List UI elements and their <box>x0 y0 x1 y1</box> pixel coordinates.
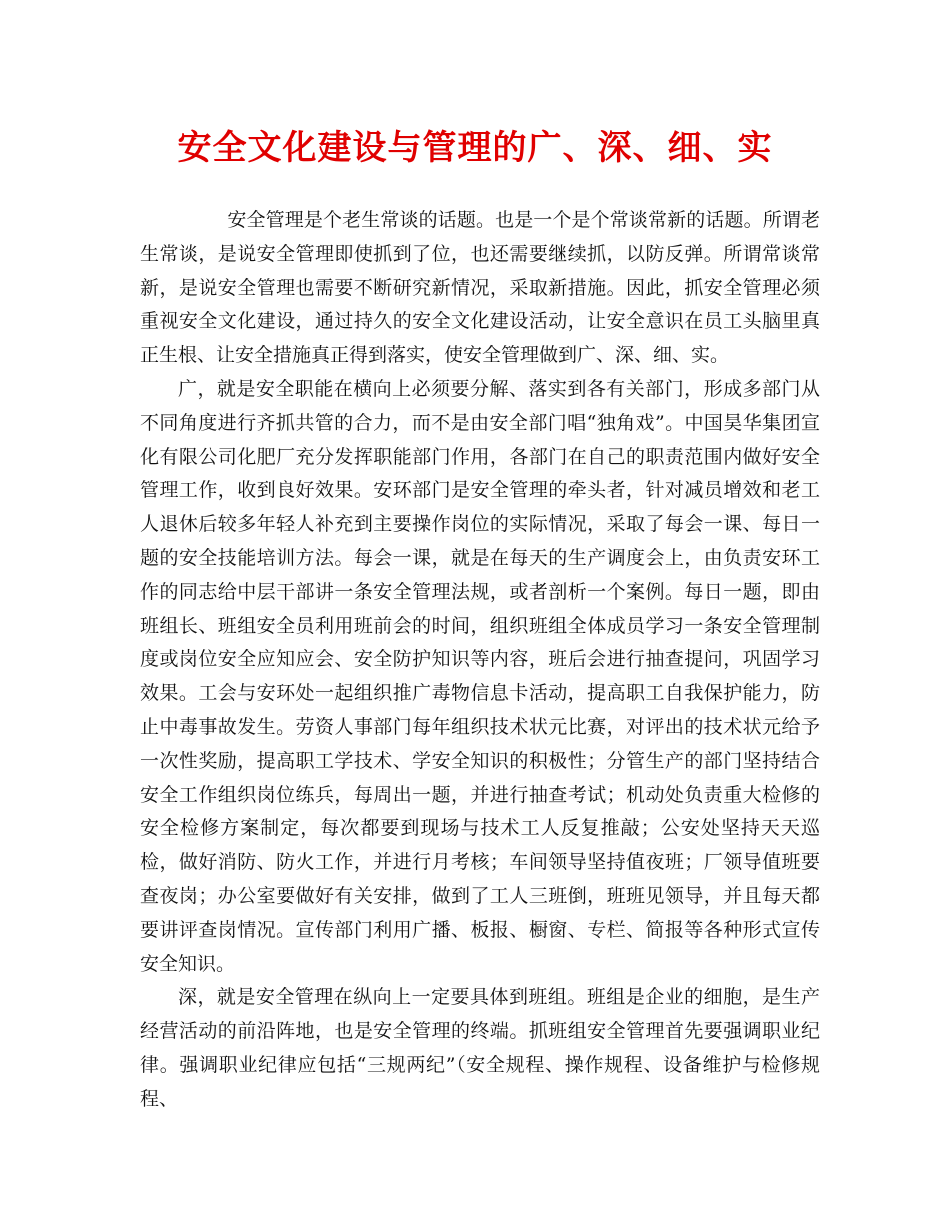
paragraph-shen: 深，就是安全管理在纵向上一定要具体到班组。班组是企业的细胞，是生产经营活动的前沿阵地，也是安全管理的终端。抓班组安全管理首先要强调职业纪律。强调职业纪律应包括“三规两纪”（安全规程、操作规程、设备维护与检修规程、 <box>140 986 820 1110</box>
paragraph-guang: 广，就是安全职能在横向上必须要分解、落实到各有关部门，形成多部门从不同角度进行齐抓共管的合力，而不是由安全部门唱“独角戏”。中国昊华集团宣化有限公司化肥厂充分发挥职能部门作用，各部门在自己的职责范围内做好安全管理工作，收到良好效果。安环部门是安全管理的牵头者，针对减员增效和老工人退休后较多年轻人补充到主要操作岗位的实际情况，采取了每会一课、每日一题的安全技能培训方法。每会一课，就是在每天的生产调度会上，由负责安环工作的同志给中层干部讲一条安全管理法规，或者剖析一个案例。每日一题，即由班组长、班组安全员利用班前会的时间，组织班组全体成员学习一条安全管理制度或岗位安全应知应会、安全防护知识等内容，班后会进行抽查提问，巩固学习效果。工会与安环处一起组织推广毒物信息卡活动，提高职工自我保护能力，防止中毒事故发生。劳资人事部门每年组织技术状元比赛，对评出的技术状元给予一次性奖励，提高职工学技术、学安全知识的积极性；分管生产的部门坚持结合安全工作组织岗位练兵，每周出一题，并进行抽查考试；机动处负责重大检修的安全检修方案制定，每次都要到现场与技术工人反复推敲；公安处坚持天天巡检，做好消防、防火工作，并进行月考核；车间领导坚持值夜班；厂领导值班要查夜岗；办公室要做好有关安排，做到了工人三班倒，班班见领导，并且每天都要讲评查岗情况。宣传部门利用广播、板报、橱窗、专栏、简报等各种形式宣传安全知识。 <box>140 377 820 975</box>
document-title: 安全文化建设与管理的广、深、细、实 <box>177 128 773 168</box>
document-body <box>140 204 820 1117</box>
paragraph-intro: 安全管理是个老生常谈的话题。也是一个是个常谈常新的话题。所谓老生常谈，是说安全管理即使抓到了位，也还需要继续抓，以防反弹。所谓常谈常新，是说安全管理也需要不断研究新情况，采取新措施。因此，抓安全管理必须重视安全文化建设，通过持久的安全文化建设活动，让安全意识在员工头脑里真正生根、让安全措施真正得到落实，使安全管理做到广、深、细、实。 <box>140 209 820 367</box>
